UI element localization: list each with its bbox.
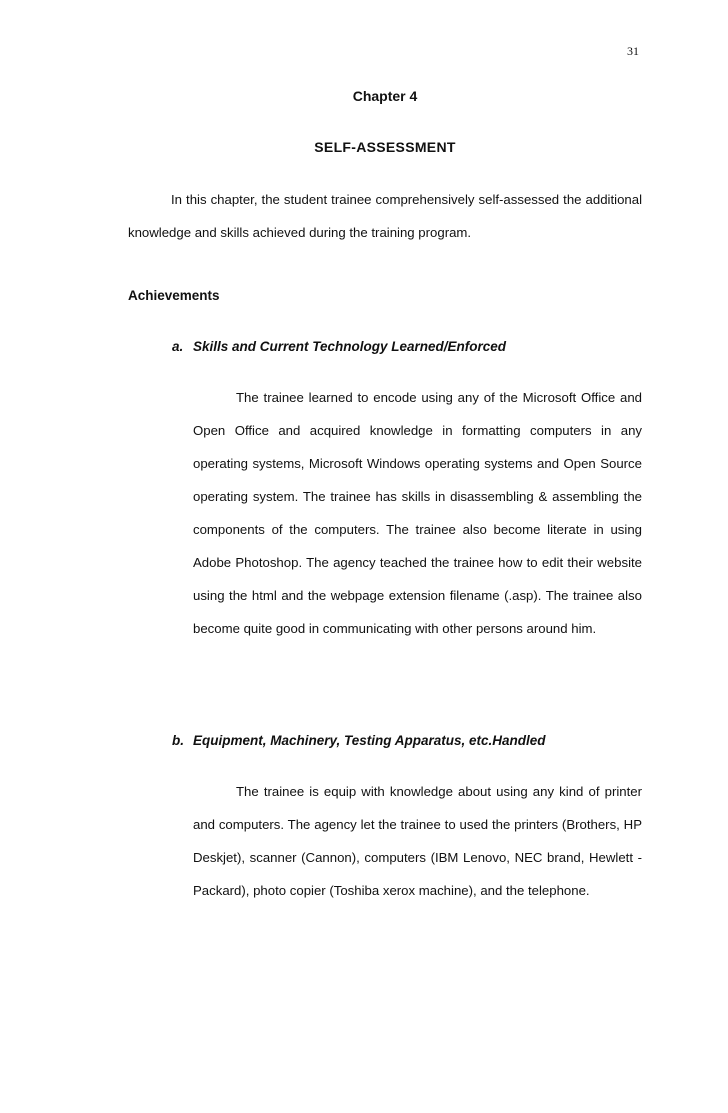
subsection-title: Equipment, Machinery, Testing Apparatus, etc.Handled [193, 733, 546, 748]
subsection-body-b: The trainee is equip with knowledge about using any kind of printer and computers. The agency let the trainee to used the printers (Brothers, HP Deskjet), scanner (Cannon), computers (IBM Lenovo, NEC brand, Hewlett - Packard), photo copier (Toshiba xerox machine), and the telephone. [193, 784, 642, 898]
subsection-marker: b. [172, 733, 184, 748]
chapter-title: SELF-ASSESSMENT [314, 139, 456, 155]
subsection-title: Skills and Current Technology Learned/Enforced [193, 339, 507, 354]
intro-paragraph: In this chapter, the student trainee comprehensively self-assessed the additional knowledge and skills achieved during the training program. [128, 192, 642, 240]
subsection-body-a: The trainee learned to encode using any of the Microsoft Office and Open Office and acquired knowledge in formatting computers in any operating systems, Microsoft Windows operating systems and Open Source operating system. The trainee has skills in disassembling & assembling the components of the computers. The trainee also become literate in using Adobe Photoshop. The agency teached the trainee how to edit their website using the html and the webpage extension filename (.asp). The trainee also become quite good in communicating with other persons around him. [193, 390, 642, 636]
subsection-marker: a. [172, 339, 184, 354]
section-heading: Achievements [128, 288, 220, 303]
subsection-heading-a [172, 339, 506, 354]
page-number: 31 [627, 44, 639, 58]
subsection-heading-b [172, 733, 546, 748]
chapter-label: Chapter 4 [352, 88, 418, 104]
